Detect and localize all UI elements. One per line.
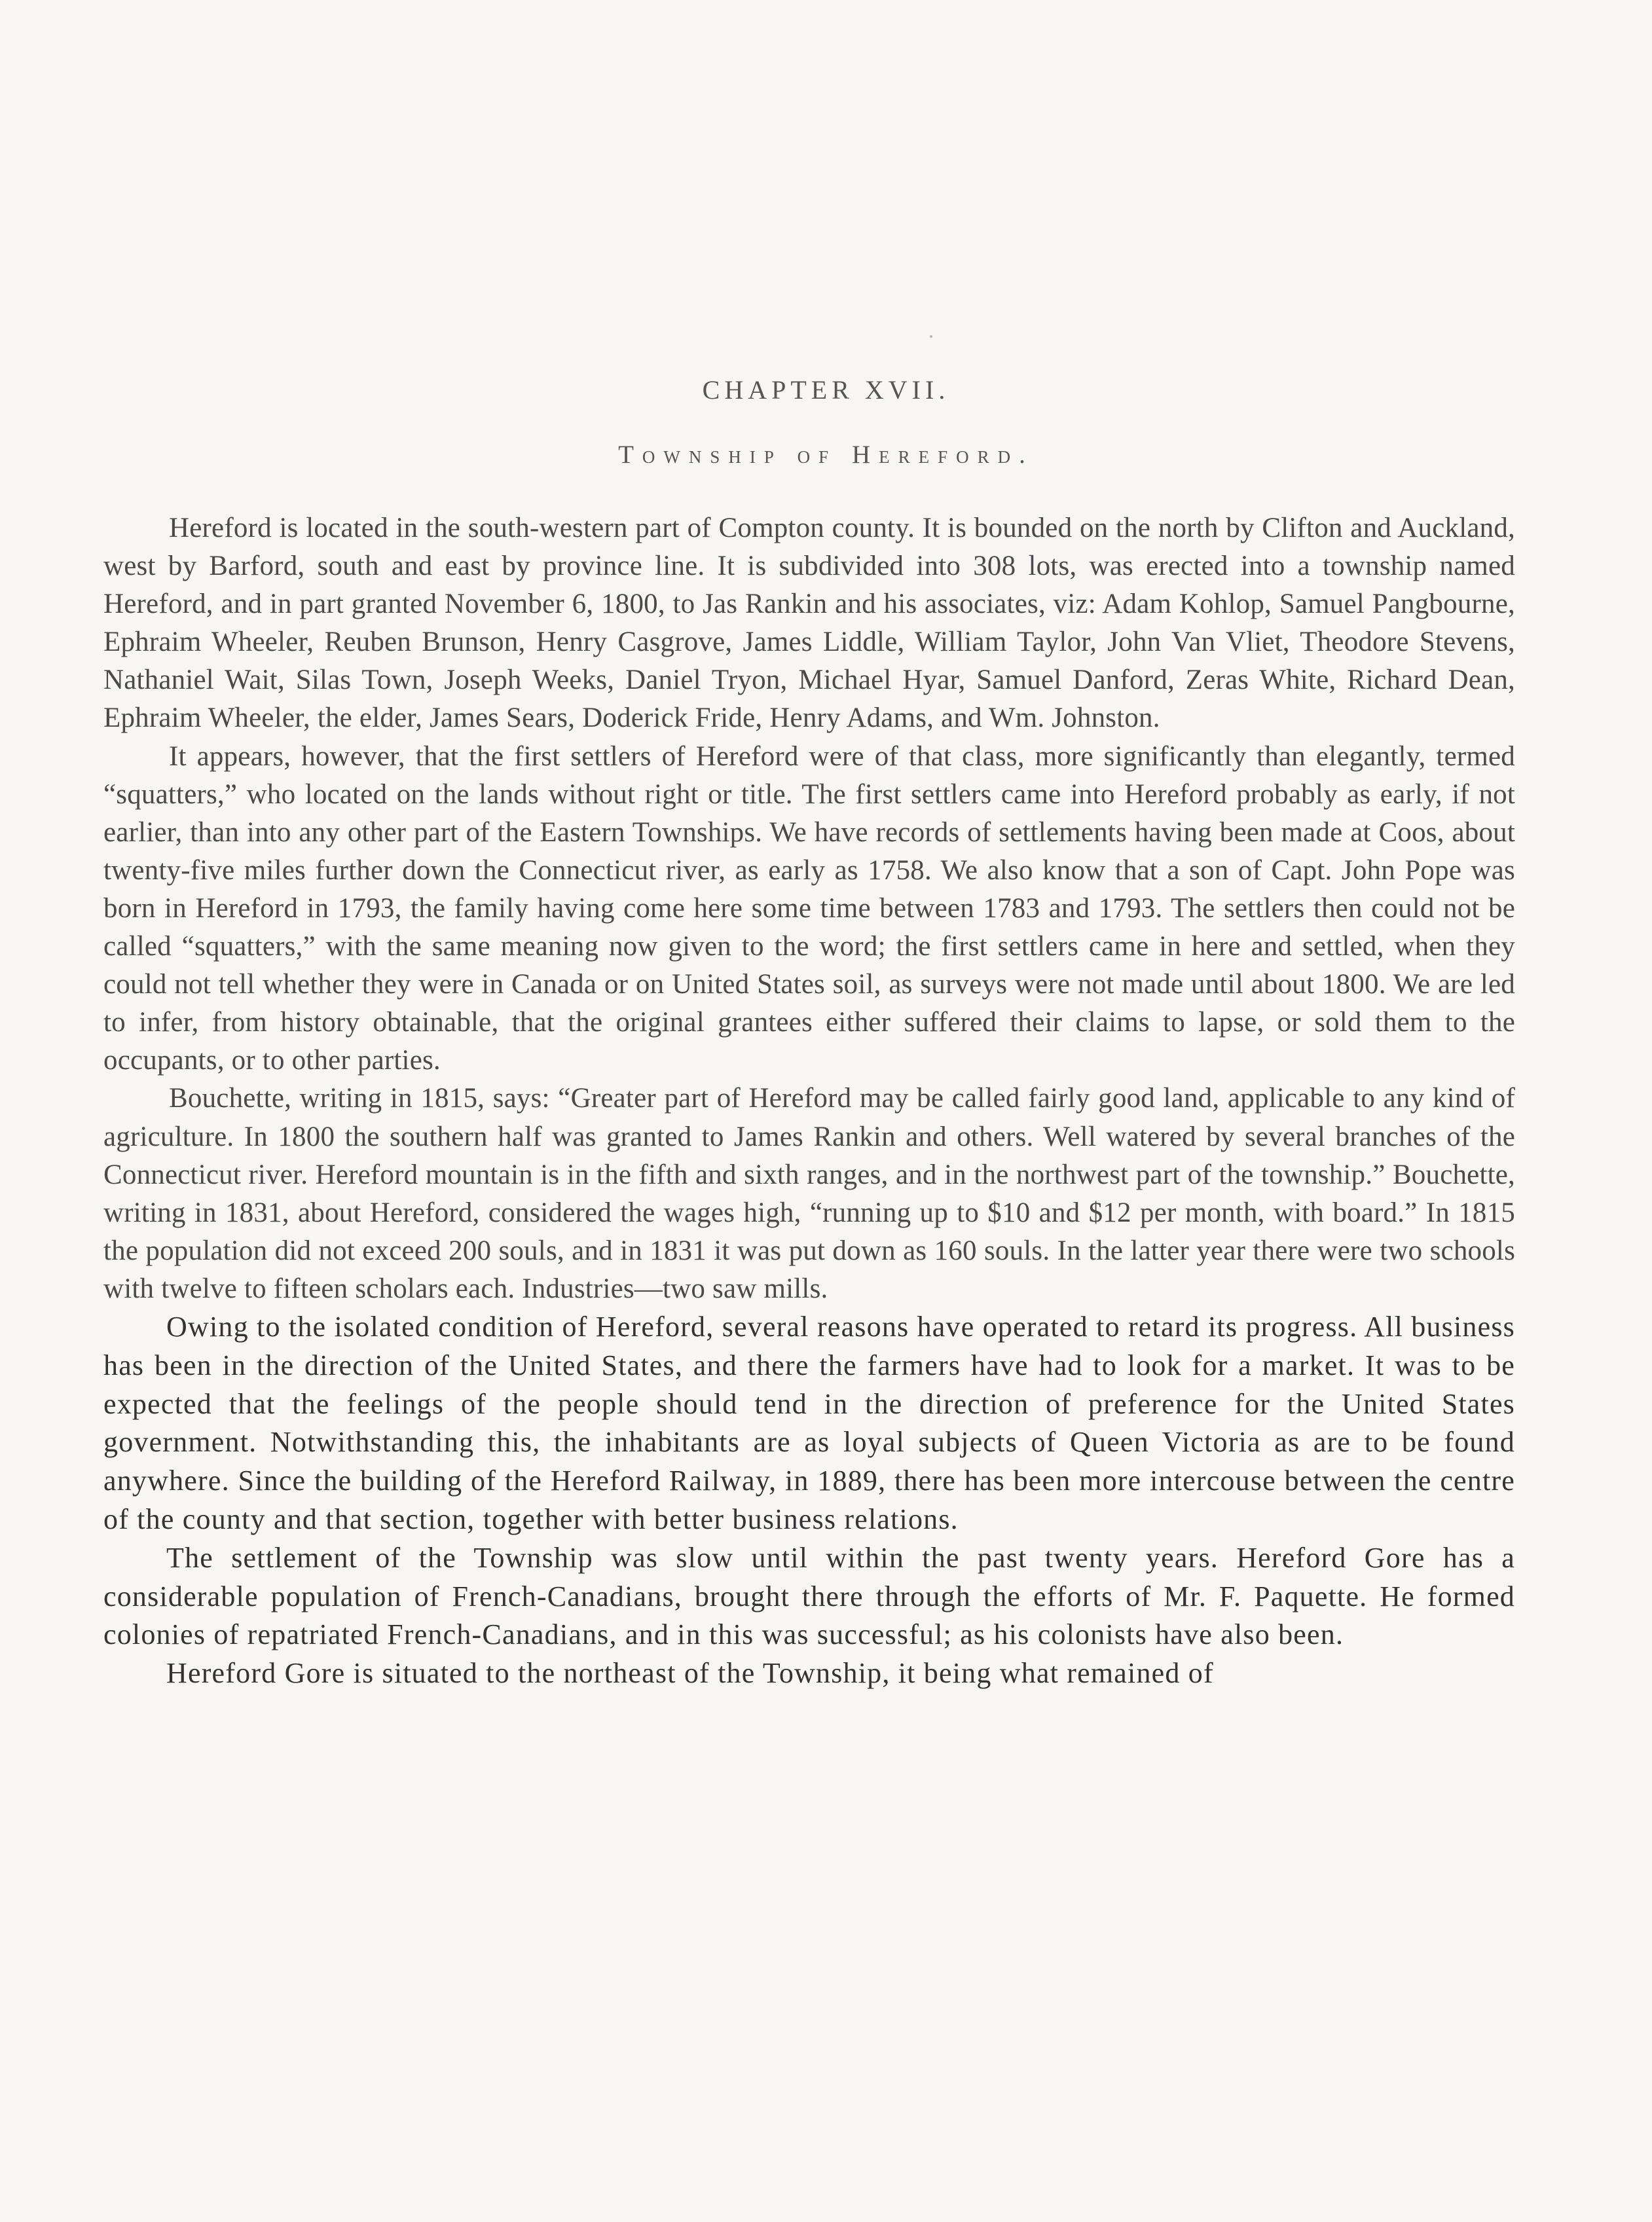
paragraph-isolation: Owing to the isolated condition of Hereford, several reasons have operated to retard its progress. All business has been in the direction of the United States, and there the farmers have had to look for a market. It was to be expected that the feelings of the people should tend in the direction of preference for the United States government. Notwithstanding this, the inhabitants are as loyal subjects of Queen Victoria as are to be found anywhere. Since the building of the Hereford Railway, in 1889, there has been more intercouse between the centre of the county and that section, together with better business relations. [103, 1310, 1515, 1535]
section-title: Township of Hereford. [618, 441, 1034, 469]
body-text [103, 509, 1515, 1693]
paragraph-settlement: The settlement of the Township was slow until within the past twenty years. Hereford Gore has a considerable population of French-Canadians, brought there through the efforts of Mr. F. Paquette. He formed colonies of repatriated French-Canadians, and in this was successful; as his colonists have also been. [103, 1541, 1515, 1651]
chapter-title: CHAPTER XVII. [702, 375, 950, 405]
paragraph-bouchette: Bouchette, writing in 1815, says: “Greater part of Hereford may be called fairly good land, applicable to any kind of agriculture. In 1800 the southern half was granted to James Rankin and others. Well watered by several branches of the Connecticut river. Hereford mountain is in the fifth and sixth ranges, and in the northwest part of the township.” Bouchette, writing in 1831, about Hereford, considered the wages high, “running up to $10 and $12 per month, with board.” In 1815 the population did not exceed 200 souls, and in 1831 it was put down as 160 souls. In the latter year there were two schools with twelve to fifteen scholars each. Industries—two saw mills. [103, 1083, 1515, 1304]
paragraph-hereford-gore: Hereford Gore is situated to the northeast of the Township, it being what remained of [166, 1657, 1214, 1690]
print-speck [930, 335, 932, 338]
paragraph-location: Hereford is located in the south-western part of Compton county. It is bounded on the north by Clifton and Auckland, west by Barford, south and east by province line. It is subdivided into 308 lots, was erected into a township named Hereford, and in part granted November 6, 1800, to Jas Rankin and his associates, viz: Adam Kohlop, Samuel Pangbourne, Ephraim Wheeler, Reuben Brunson, Henry Casgrove, James Liddle, William Taylor, John Van Vliet, Theodore Stevens, Nathaniel Wait, Silas Town, Joseph Weeks, Daniel Tryon, Michael Hyar, Samuel Danford, Zeras White, Richard Dean, Ephraim Wheeler, the elder, James Sears, Doderick Fride, Henry Adams, and Wm. Johnston. [103, 513, 1515, 734]
paragraph-first-settlers: It appears, however, that the first settlers of Hereford were of that class, more significantly than elegantly, termed “squatters,” who located on the lands without right or title. The first settlers came into Hereford probably as early, if not earlier, than into any other part of the Eastern Townships. We have records of settlements having been made at Coos, about twenty-five miles further down the Connecticut river, as early as 1758. We also know that a son of Capt. John Pope was born in Hereford in 1793, the family having come here some time between 1783 and 1793. The settlers then could not be called “squatters,” with the same meaning now given to the word; the first settlers came in here and settled, when they could not tell whether they were in Canada or on United States soil, as surveys were not made until about 1800. We are led to infer, from history obtainable, that the original grantees either suffered their claims to lapse, or sold them to the occupants, or to other parties. [103, 740, 1515, 1076]
